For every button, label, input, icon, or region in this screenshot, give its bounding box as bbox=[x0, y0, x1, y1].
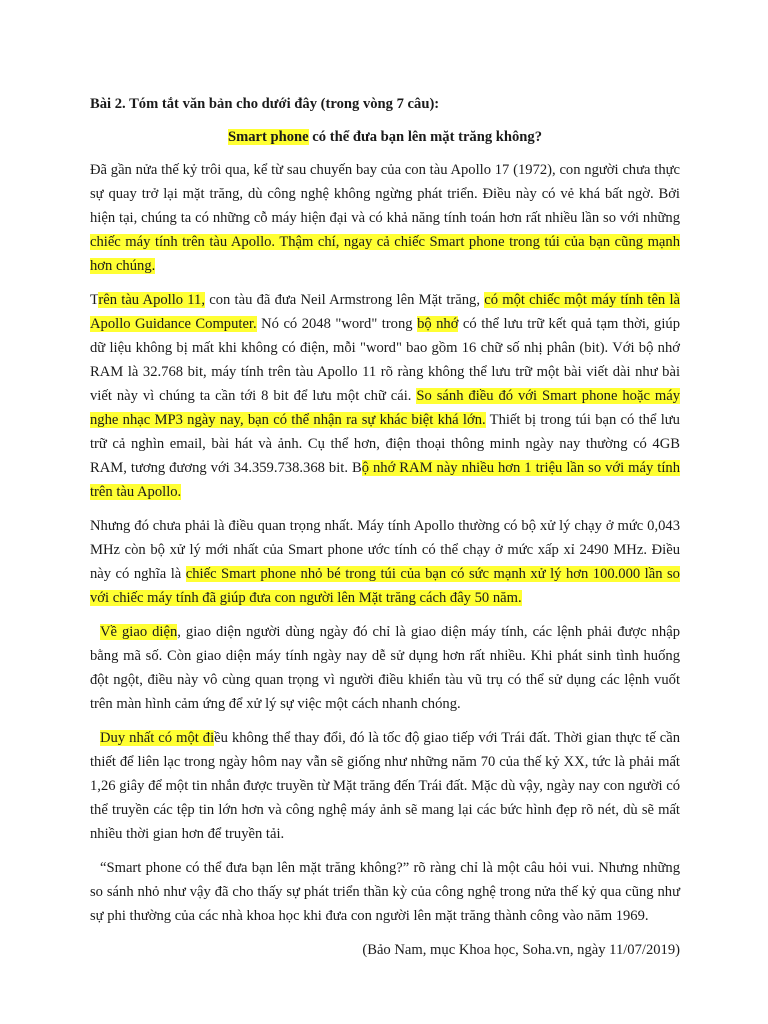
paragraph-5 bbox=[90, 726, 680, 846]
text-segment: , giao diện người dùng ngày đó chỉ là giao diện máy tính, các lệnh phải được nhập bằng mã số. Còn giao diện máy tính ngày nay dễ sử dụng hơn rất nhiều. Khi phát sinh tình huống đột ngột, điều này vô cùng quan trọng vì người điều khiển tàu vũ trụ có thể sử dụng các lệnh vuốt trên màn hình cảm ứng để xử lý sự việc một cách nhanh chóng. bbox=[90, 624, 680, 712]
text-segment: Nhưng đó chưa phải là điều quan trọng nhất. Máy tính Apollo thường có bộ xử lý chạy ở mức 0,043 MHz còn bộ xử lý mới nhất của Smart phone ước tính có thể chạy ở mức xấp xỉ 2490 MHz. Điều này có nghĩa là bbox=[90, 518, 680, 582]
highlighted-text: bộ nhớ bbox=[417, 316, 459, 332]
paragraph-4 bbox=[90, 620, 680, 716]
paragraph-3 bbox=[90, 514, 680, 610]
document-page bbox=[90, 92, 680, 962]
source-citation: (Bảo Nam, mục Khoa học, Soha.vn, ngày 11/07/2019) bbox=[362, 942, 680, 958]
highlighted-text: So sánh điều đó với Smart phone hoặc máy nghe nhạc MP3 ngày nay, bạn có thể nhận ra sự khác biệt khá lớn. bbox=[90, 388, 680, 428]
article-title bbox=[90, 125, 680, 149]
highlighted-text: Về giao diện bbox=[100, 624, 178, 640]
paragraph-1 bbox=[90, 158, 680, 278]
text-segment: Thiết bị trong túi bạn có thể lưu trữ cả nghìn email, bài hát và ảnh. Cụ thể hơn, điện thoại thông minh ngày nay thường có 4GB RAM, tương đương với 34.359.738.368 bit. B bbox=[90, 412, 680, 476]
paragraph-2 bbox=[90, 288, 680, 504]
article-body bbox=[90, 158, 680, 928]
highlighted-text: ộ nhớ RAM này nhiều hơn 1 triệu lần so với máy tính trên tàu Apollo. bbox=[90, 460, 680, 500]
highlighted-text: chiếc máy tính trên tàu Apollo. Thậm chí, ngay cả chiếc Smart phone trong túi của bạn cũng mạnh hơn chúng. bbox=[90, 234, 680, 274]
title-text: có thể đưa bạn lên mặt trăng không? bbox=[308, 129, 543, 145]
paragraph-6 bbox=[90, 856, 680, 928]
exercise-heading: Bài 2. Tóm tắt văn bản cho dưới đây (trong vòng 7 câu): bbox=[90, 96, 440, 112]
text-segment: ều không thể thay đổi, đó là tốc độ giao tiếp với Trái đất. Thời gian thực tế cần thiết để liên lạc trong ngày hôm nay vẫn sẽ giống như những năm 70 của thế kỷ XX, tức là phải mất 1,26 giây để một tin nhắn được truyền từ Mặt trăng đến Trái đất. Mặc dù vậy, ngày nay con người có thể truyền các tệp tin lớn hơn và công nghệ máy ảnh sẽ mang lại các bức hình đẹp rõ nét, dù sẽ mất nhiều thời gian hơn để truyền tải. bbox=[90, 730, 681, 842]
text-segment: Nó có 2048 "word" trong bbox=[256, 316, 418, 332]
text-segment: con tàu đã đưa Neil Armstrong lên Mặt trăng, bbox=[205, 292, 485, 308]
text-segment: Đã gần nửa thế kỷ trôi qua, kể từ sau chuyến bay của con tàu Apollo 17 (1972), con người chưa thực sự quay trở lại mặt trăng, dù công nghệ không ngừng phát triển. Điều này có vẻ khá bất ngờ. Bởi hiện tại, chúng ta có những cỗ máy hiện đại và có khả năng tính toán hơn rất nhiều lần so với những bbox=[90, 162, 680, 226]
text-segment: có thể lưu trữ kết quả tạm thời, giúp dữ liệu không bị mất khi không có điện, mỗi "word" bao gồm 16 chữ số nhị phân (bit). Với bộ nhớ RAM là 32.768 bit, máy tính trên tàu Apollo 11 rõ ràng không thể lưu trữ một bài viết dài như bài viết này vì chúng ta cần tới 8 bit để lưu một chữ cái. bbox=[90, 316, 680, 404]
highlighted-text: Duy nhất có một đi bbox=[100, 730, 215, 746]
text-segment: T bbox=[90, 292, 99, 308]
highlighted-text: có một chiếc một máy tính tên là Apollo Guidance Computer. bbox=[90, 292, 680, 332]
text-segment: “Smart phone có thể đưa bạn lên mặt trăng không?” rõ ràng chỉ là một câu hỏi vui. Nhưng những so sánh nhỏ như vậy đã cho thấy sự phát triển thần kỳ của công nghệ trong nửa thế kỷ qua cũng như sự phi thường của các nhà khoa học khi đưa con người lên mặt trăng thành công vào năm 1969. bbox=[90, 860, 680, 924]
highlighted-text: chiếc Smart phone nhỏ bé trong túi của bạn có sức mạnh xử lý hơn 100.000 lần so với chiếc máy tính đã giúp đưa con người lên Mặt trăng cách đây 50 năm. bbox=[90, 566, 680, 606]
title-highlight: Smart phone bbox=[227, 129, 309, 145]
highlighted-text: rên tàu Apollo 11, bbox=[98, 292, 205, 308]
